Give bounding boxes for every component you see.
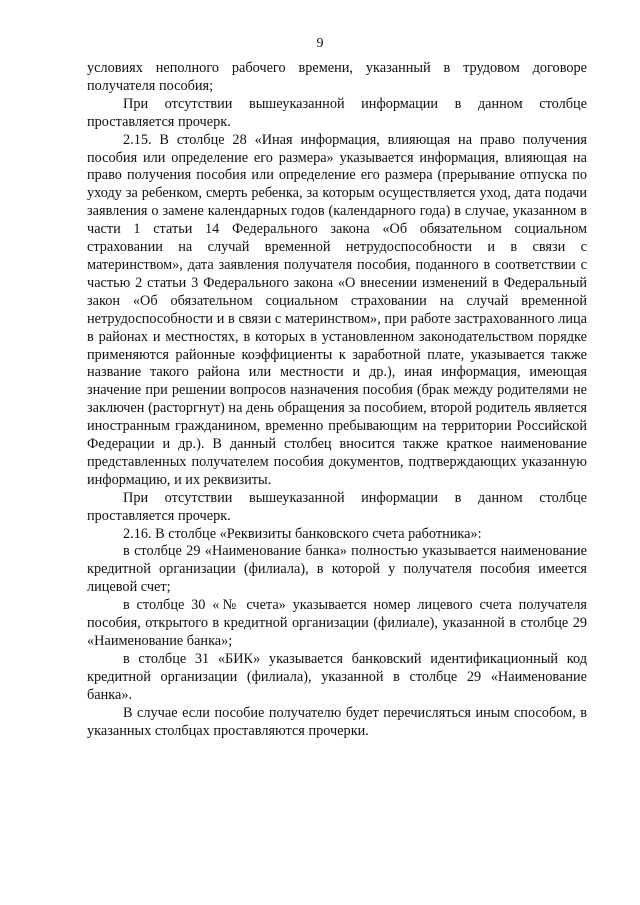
paragraph-2-16: 2.16. В столбце «Реквизиты банковского счета работника»: [123,525,482,542]
paragraph-column-30: в столбце 30 «№ счета» указывается номер лицевого счета получателя пособия, открытого в кредитной организации (филиале), указанной в столбце 29 «Наименование банка»; [87,597,587,649]
paragraph-2-15: 2.15. В столбце 28 «Иная информация, влияющая на право получения пособия или определение его размера» указывается информация, влияющая на право получения пособия или определение его размера (прерывание отпуска по уходу за ребенком, смерть ребенка, за которым осуществляется уход, дата подачи заявления о замене календарных годов (календарного года) в случае, указанном в части 1 статьи 14 Федерального закона «Об обязательном социальном страховании на случай временной нетрудоспособности и в связи с материнством», дата заявления получателя пособия, поданного в соответствии с частью 2 статьи 3 Федерального закона «О внесении изменений в Федеральный закон «Об обязательном социальном страховании на случай временной нетрудоспособности и в связи с материнством», при работе застрахованного лица в районах и местностях, в которых в установленном законодательством порядке применяются районные коэффициенты к заработной плате, указывается также название такого района или местности и др.), иная информация, имеющая значение при решении вопросов назначения пособия (брак между родителями не заключен (расторгнут) на день обращения за пособием, второй родитель является иностранным гражданином, временно пребывающим на территории Российской Федерации и др.). В данный столбец вносится также краткое наименование представленных получателем пособия документов, подтверждающих указанную информацию, и их реквизиты. [87,131,587,488]
page-number: 9 [316,36,324,51]
paragraph-other-method: В случае если пособие получателю будет перечисляться иным способом, в указанных столбцах проставляются прочерки. [87,704,587,739]
paragraph-continuation: условиях неполного рабочего времени, указанный в трудовом договоре получателя пособия; [87,60,587,94]
paragraph-no-info-dash-1: При отсутствии вышеуказанной информации в данном столбце проставляется прочерк. [87,95,587,130]
paragraph-column-29: в столбце 29 «Наименование банка» полностью указывается наименование кредитной организации (филиала), в которой у получателя пособия имеется лицевой счет; [87,543,587,596]
paragraph-no-info-dash-2: При отсутствии вышеуказанной информации в данном столбце проставляется прочерк. [87,489,587,524]
document-body [87,60,587,740]
paragraph-column-31: в столбце 31 «БИК» указывается банковский идентификационный код кредитной организации (филиала), указанной в столбце 29 «Наименование банка». [87,650,587,703]
